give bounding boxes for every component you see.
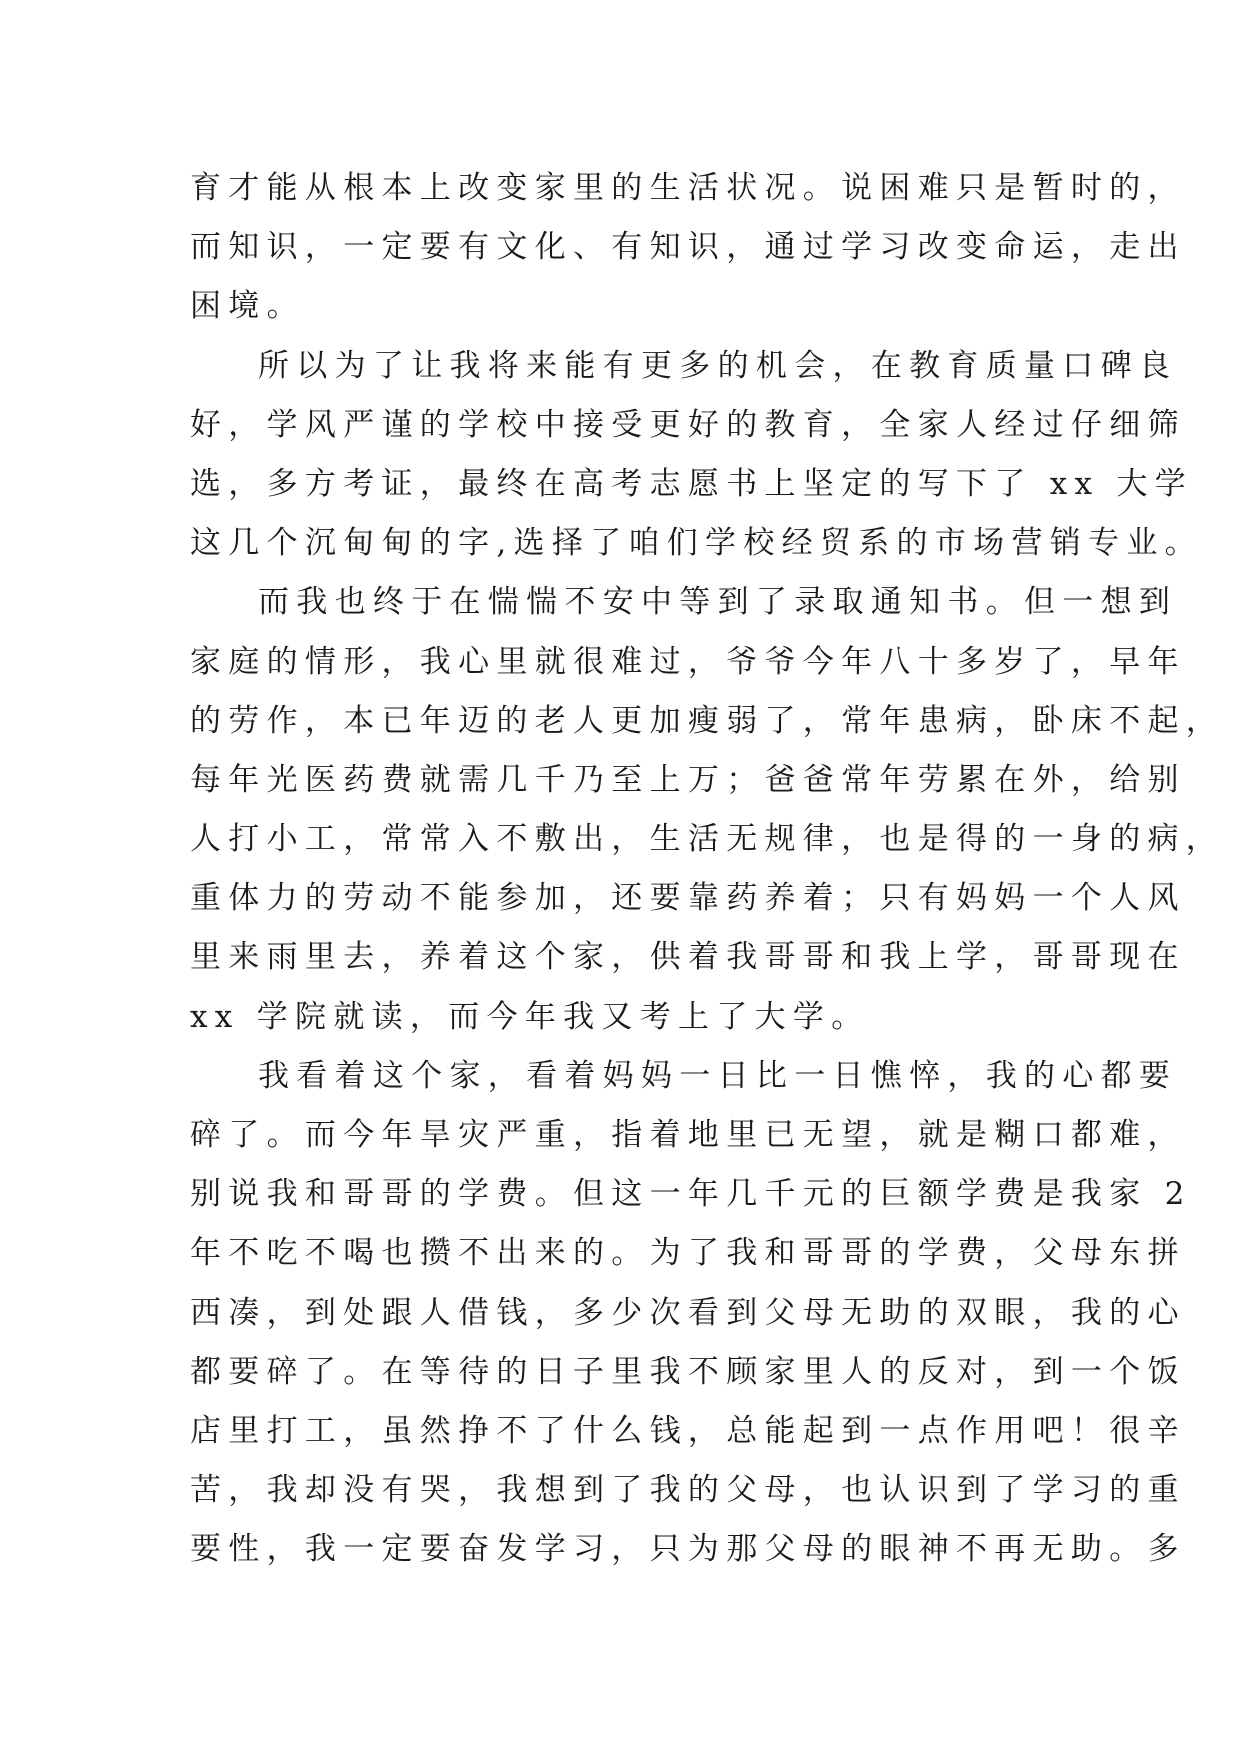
text-line: 西凑，到处跟人借钱，多少次看到父母无助的双眼，我的心 xyxy=(190,1294,1186,1331)
text-line: 育才能从根本上改变家里的生活状况。说困难只是暂时的， xyxy=(190,170,1186,206)
text-line: 而我也终于在惴惴不安中等到了录取通知书。但一想到 xyxy=(258,584,1178,621)
text-line: xx 学院就读，而今年我又考上了大学。 xyxy=(190,998,870,1035)
text-line: 里来雨里去，养着这个家，供着我哥哥和我上学，哥哥现在 xyxy=(190,939,1186,976)
text-line: 苦，我却没有哭，我想到了我的父母，也认识到了学习的重 xyxy=(190,1472,1186,1509)
text-line: 好，学风严谨的学校中接受更好的教育，全家人经过仔细筛 xyxy=(190,406,1186,443)
text-line: 别说我和哥哥的学费。但这一年几千元的巨额学费是我家 2 xyxy=(190,1176,1192,1213)
text-line: 人打小工，常常入不敷出，生活无规律，也是得的一身的病， xyxy=(190,821,1225,858)
text-line: 我看着这个家，看着妈妈一日比一日憔悴，我的心都要 xyxy=(258,1057,1178,1094)
text-line: 店里打工，虽然挣不了什么钱，总能起到一点作用吧！很辛 xyxy=(190,1412,1186,1449)
text-line: 要性，我一定要奋发学习，只为那父母的眼神不再无助。多 xyxy=(190,1531,1186,1568)
text-line: 每年光医药费就需几千乃至上万；爸爸常年劳累在外，给别 xyxy=(190,761,1186,798)
text-line: 碎了。而今年旱灾严重，指着地里已无望，就是糊口都难， xyxy=(190,1117,1186,1153)
text-line: 的劳作，本已年迈的老人更加瘦弱了，常年患病，卧床不起， xyxy=(190,702,1225,739)
text-line: 困境。 xyxy=(190,288,305,325)
text-line: 年不吃不喝也攒不出来的。为了我和哥哥的学费，父母东拼 xyxy=(190,1235,1186,1272)
document-body xyxy=(190,159,1225,1580)
text-line: 这几个沉甸甸的字,选择了咱们学校经贸系的市场营销专业。 xyxy=(190,525,1203,562)
text-line: 选，多方考证，最终在高考志愿书上坚定的写下了 xx 大学 xyxy=(190,465,1194,502)
text-line: 而知识，一定要有文化、有知识，通过学习改变命运，走出 xyxy=(190,229,1186,266)
text-line: 家庭的情形，我心里就很难过，爷爷今年八十多岁了，早年 xyxy=(190,643,1186,680)
text-line: 都要碎了。在等待的日子里我不顾家里人的反对，到一个饭 xyxy=(190,1353,1186,1390)
text-line: 所以为了让我将来能有更多的机会，在教育质量口碑良 xyxy=(258,347,1178,384)
text-line: 重体力的劳动不能参加，还要靠药养着；只有妈妈一个人风 xyxy=(190,880,1186,917)
